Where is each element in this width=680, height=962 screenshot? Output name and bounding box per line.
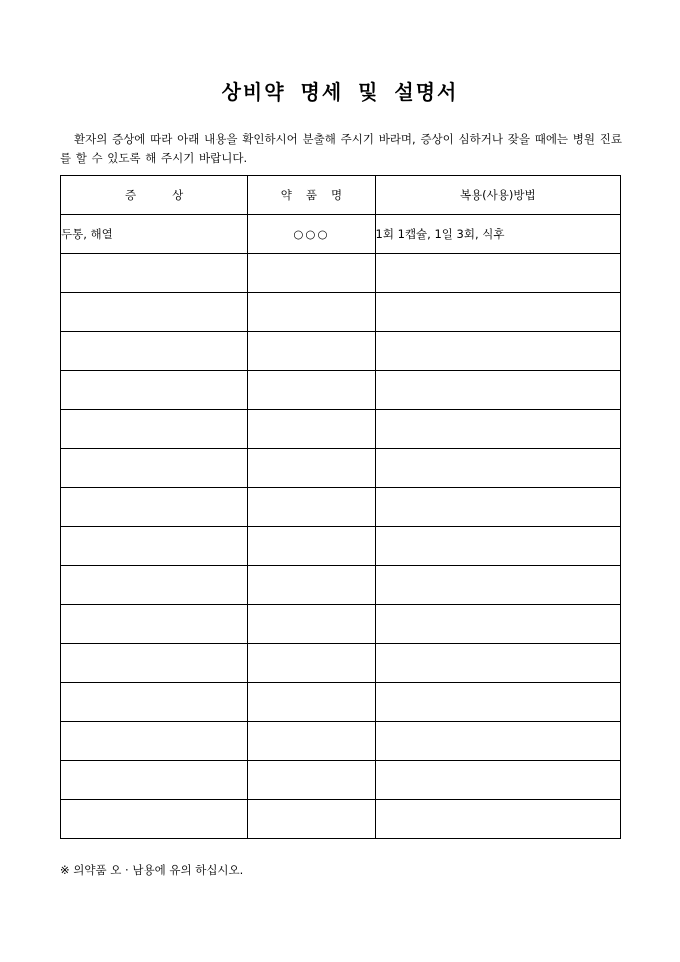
symptom-cell: [61, 371, 248, 410]
medicine-name-cell: [248, 449, 375, 488]
table-row: [61, 683, 621, 722]
table-row: [61, 566, 621, 605]
dosage-cell: [375, 722, 620, 761]
symptom-cell: [61, 527, 248, 566]
medicine-name-cell: [248, 644, 375, 683]
medicine-name-cell: [248, 488, 375, 527]
symptom-cell: [61, 488, 248, 527]
medicine-name-cell: [248, 254, 375, 293]
medicine-table: [60, 175, 621, 839]
dosage-cell: [375, 761, 620, 800]
medicine-name-cell: [248, 371, 375, 410]
medicine-name-cell: [248, 293, 375, 332]
table-row: [61, 527, 621, 566]
table-header-row: [61, 176, 621, 215]
table-row: [61, 449, 621, 488]
dosage-cell: [375, 566, 620, 605]
symptom-cell: [61, 722, 248, 761]
symptom-cell: [61, 644, 248, 683]
header-medicine-name: 약품명: [248, 176, 375, 215]
table-row: [61, 254, 621, 293]
symptom-cell: [61, 254, 248, 293]
table-row: [61, 761, 621, 800]
header-symptom: 증상: [61, 176, 248, 215]
medicine-name-cell: [248, 761, 375, 800]
medicine-name-cell: [248, 800, 375, 839]
medicine-name-cell: [248, 605, 375, 644]
dosage-cell: [375, 293, 620, 332]
symptom-cell: [61, 605, 248, 644]
dosage-cell: [375, 371, 620, 410]
medicine-name-cell: [248, 566, 375, 605]
medicine-name-cell: [248, 722, 375, 761]
table-row: [61, 371, 621, 410]
dosage-cell: [375, 800, 620, 839]
table-row: [61, 605, 621, 644]
table-row: [61, 644, 621, 683]
medicine-name-cell: [248, 332, 375, 371]
table-row: [61, 332, 621, 371]
symptom-cell: [61, 761, 248, 800]
medicine-name-cell: [248, 527, 375, 566]
table-row: [61, 800, 621, 839]
dosage-cell: [375, 527, 620, 566]
table-row: [61, 410, 621, 449]
symptom-cell: [61, 566, 248, 605]
table-row: [61, 215, 621, 254]
table-row: [61, 488, 621, 527]
dosage-cell: [375, 488, 620, 527]
medicine-name-cell: [248, 410, 375, 449]
symptom-cell: [61, 800, 248, 839]
dosage-cell: [375, 254, 620, 293]
symptom-cell: [61, 410, 248, 449]
symptom-cell: 두통, 해열: [61, 215, 248, 254]
dosage-cell: [375, 332, 620, 371]
dosage-cell: 1회 1캡슐, 1일 3회, 식후: [375, 215, 620, 254]
dosage-cell: [375, 605, 620, 644]
symptom-cell: [61, 683, 248, 722]
table-row: [61, 293, 621, 332]
intro-paragraph: 환자의 증상에 따라 아래 내용을 확인하시어 분출해 주시기 바라며, 증상이 심하거나 잦을 때에는 병원 진료를 할 수 있도록 해 주시기 바랍니다.: [60, 132, 622, 165]
symptom-cell: [61, 293, 248, 332]
header-dosage-method: 복용(사용)방법: [375, 176, 620, 215]
dosage-cell: [375, 449, 620, 488]
table-row: [61, 722, 621, 761]
medicine-name-cell: ○○○: [248, 215, 375, 254]
symptom-cell: [61, 449, 248, 488]
caution-note: ※ 의약품 오 · 남용에 유의 하십시오.: [60, 863, 244, 877]
dosage-cell: [375, 644, 620, 683]
symptom-cell: [61, 332, 248, 371]
dosage-cell: [375, 683, 620, 722]
dosage-cell: [375, 410, 620, 449]
medicine-name-cell: [248, 683, 375, 722]
document-title: 상비약 명세 및 설명서: [221, 80, 459, 104]
